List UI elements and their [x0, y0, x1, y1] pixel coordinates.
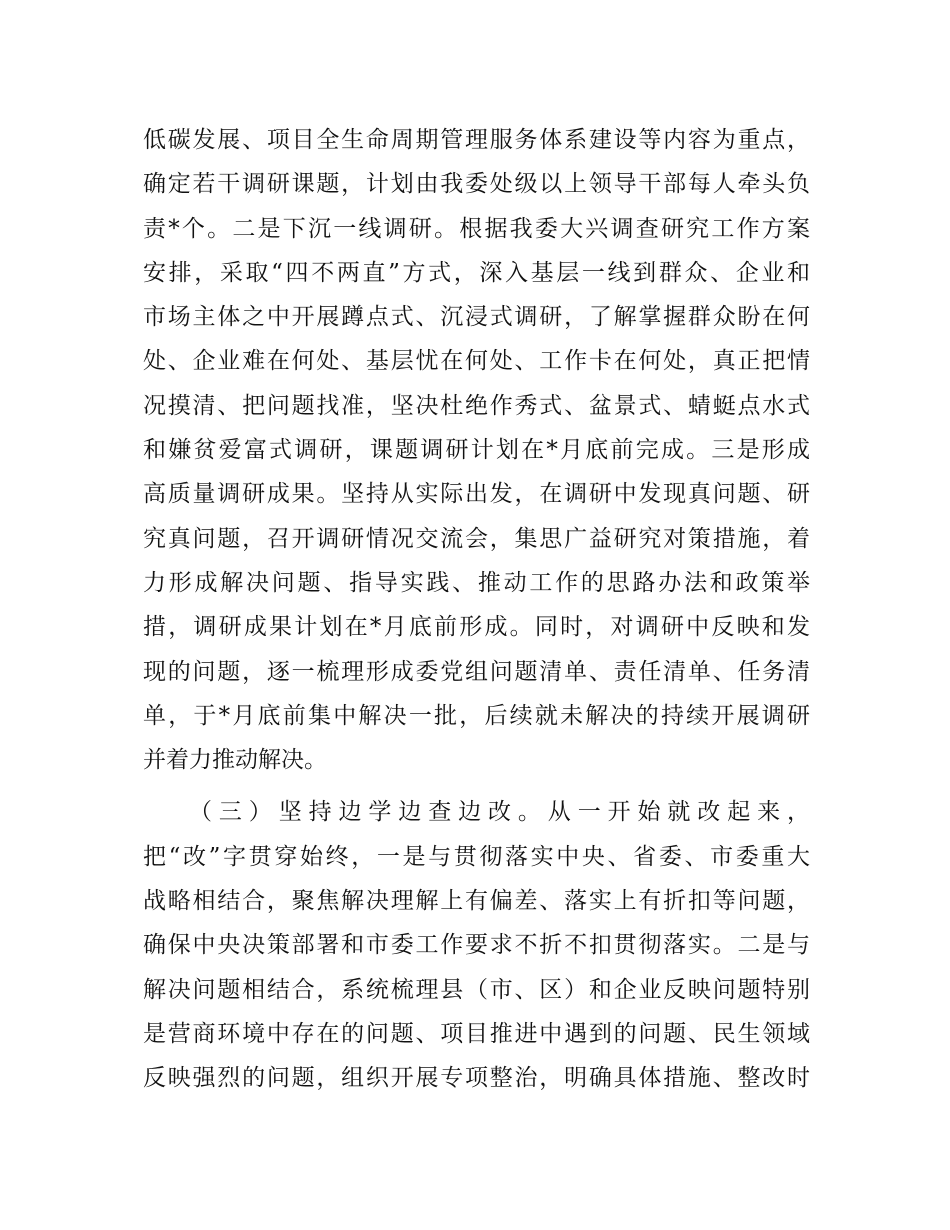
text-line: 处、企业难在何处、基层忧在何处、工作卡在何处，真正把情 — [143, 348, 810, 375]
text-line: 战略相结合，聚焦解决理解上有偏差、落实上有折扣等问题， — [143, 888, 810, 915]
text-line: 低碳发展、项目全生命周期管理服务体系建设等内容为重点， — [143, 127, 810, 153]
text-line: 和嫌贫爱富式调研，课题调研计划在*月底前完成。三是形成 — [143, 437, 810, 464]
text-line: 究真问题，召开调研情况交流会，集思广益研究对策措施，着 — [143, 525, 810, 552]
text-line: 反映强烈的问题，组织开展专项整治，明确具体措施、整改时 — [143, 1065, 810, 1092]
text-line: 解决问题相结合，系统梳理县（市、区）和企业反映问题特别 — [143, 976, 810, 1003]
text-line: 是营商环境中存在的问题、项目推进中遇到的问题、民生领域 — [143, 1020, 810, 1047]
text-line: 确定若干调研课题，计划由我委处级以上领导干部每人牵头负 — [143, 171, 810, 198]
text-line: 并着力推动解决。 — [143, 747, 327, 774]
text-line: 把“改”字贯穿始终，一是与贯彻落实中央、省委、市委重大 — [143, 843, 810, 870]
document-body — [143, 118, 810, 1101]
text-line: 单，于*月底前集中解决一批，后续就未解决的持续开展调研 — [143, 702, 810, 729]
text-line: 安排，采取“四不两直”方式，深入基层一线到群众、企业和 — [143, 259, 810, 286]
text-line: 措，调研成果计划在*月底前形成。同时，对调研中反映和发 — [143, 614, 810, 641]
text-line: 市场主体之中开展蹲点式、沉浸式调研，了解掌握群众盼在何 — [143, 304, 810, 331]
text-line: 力形成解决问题、指导实践、推动工作的思路办法和政策举 — [143, 569, 810, 596]
paragraph — [143, 790, 810, 1100]
text-line: 况摸清、把问题找准，坚决杜绝作秀式、盆景式、蜻蜓点水式 — [143, 392, 810, 419]
paragraph — [143, 118, 810, 782]
section-heading-line: （三）坚持边学边查边改。从一开始就改起来， — [189, 799, 810, 826]
text-line: 确保中央决策部署和市委工作要求不折不扣贯彻落实。二是与 — [143, 932, 810, 959]
text-line: 现的问题，逐一梳理形成委党组问题清单、责任清单、任务清 — [143, 658, 810, 685]
paragraph-spacer — [143, 782, 810, 790]
text-line: 责*个。二是下沉一线调研。根据我委大兴调查研究工作方案 — [143, 215, 810, 242]
text-line: 高质量调研成果。坚持从实际出发，在调研中发现真问题、研 — [143, 481, 810, 508]
